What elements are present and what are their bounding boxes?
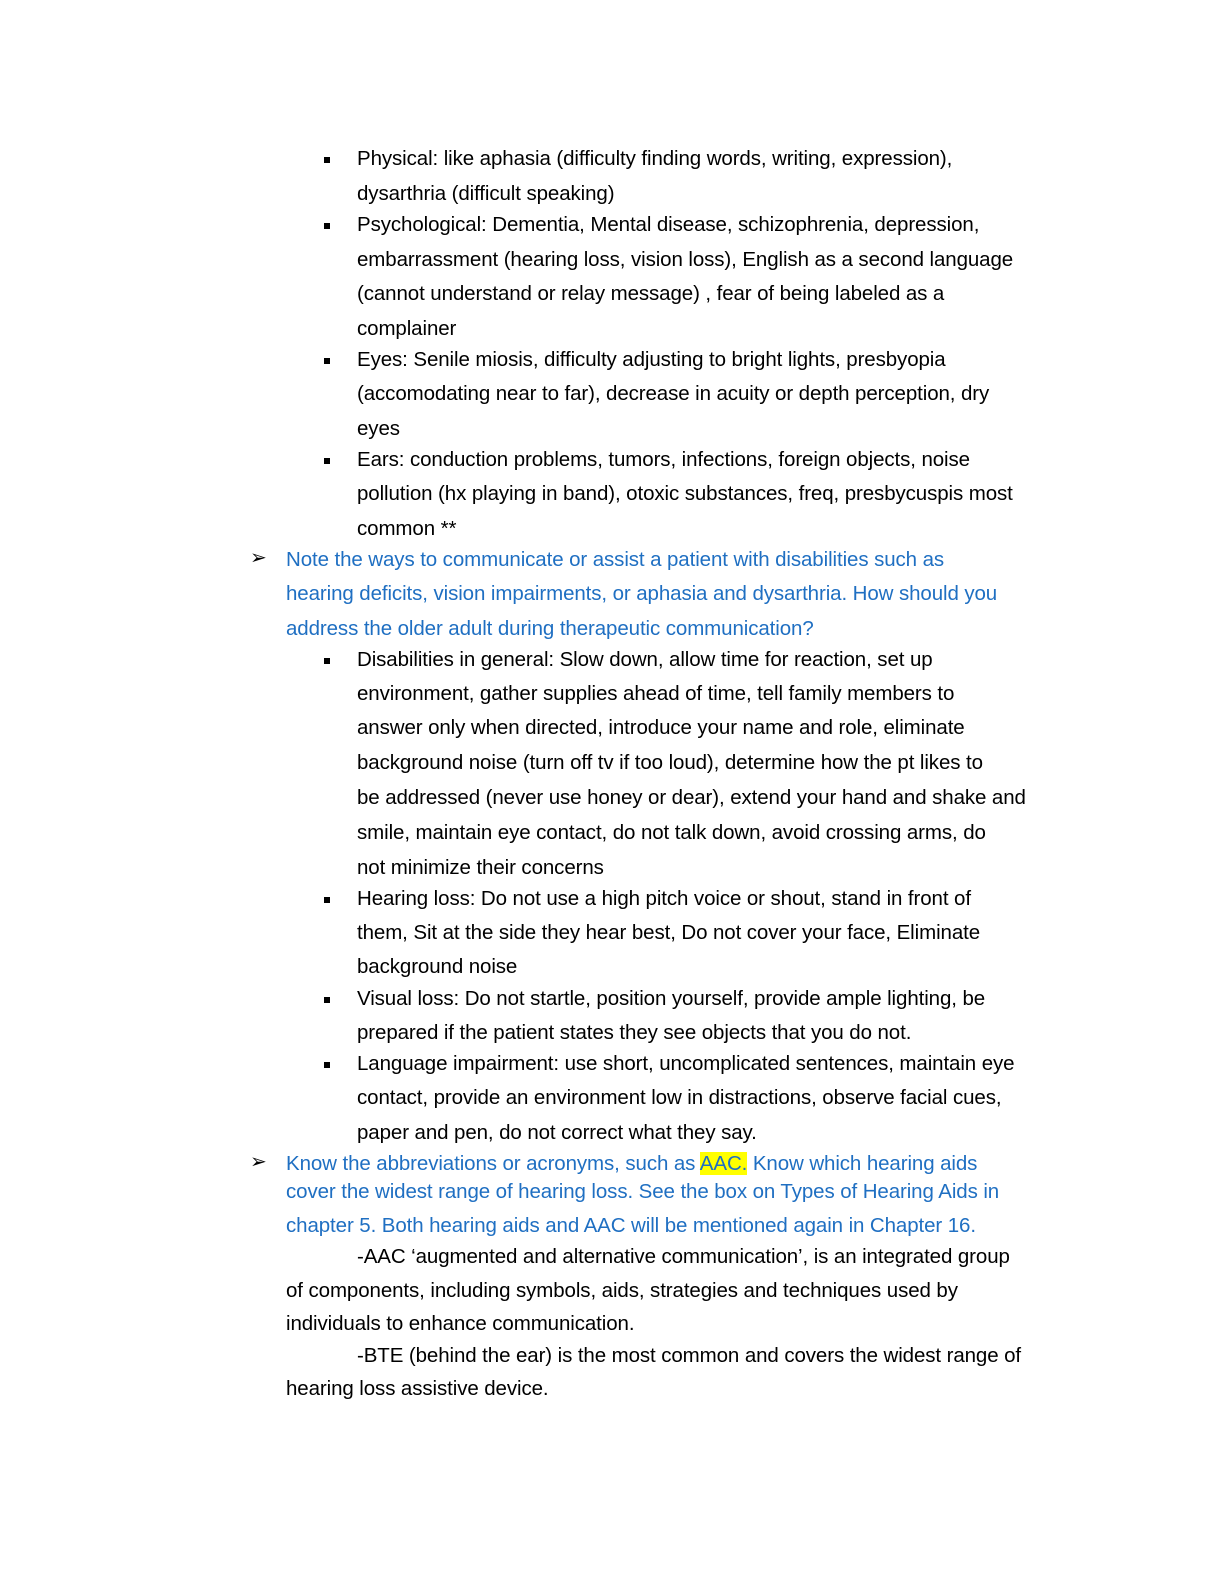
question1-line-2: hearing deficits, vision impairments, or aphasia and dysarthria. How should you — [286, 582, 998, 605]
bullet-square-icon — [324, 1062, 330, 1068]
psychological-line-2: embarrassment (hearing loss, vision loss), English as a second language — [357, 248, 1014, 271]
aac-answer-line-2: of components, including symbols, aids, strategies and techniques used by — [286, 1279, 958, 1302]
psychological-line-4: complainer — [357, 317, 457, 340]
disabilities-line-6: smile, maintain eye contact, do not talk down, avoid crossing arms, do — [357, 821, 986, 844]
ears-line-2: pollution (hx playing in band), otoxic substances, freq, presbycuspis most — [357, 482, 1013, 505]
eyes-line-1: Eyes: Senile miosis, difficulty adjusting to bright lights, presbyopia — [357, 348, 946, 371]
psychological-line-1: Psychological: Dementia, Mental disease, schizophrenia, depression, — [357, 213, 980, 236]
question1-line-1: Note the ways to communicate or assist a patient with disabilities such as — [286, 548, 945, 571]
psychological-line-3: (cannot understand or relay message) , fear of being labeled as a — [357, 282, 945, 305]
hearing-loss-line-1: Hearing loss: Do not use a high pitch voice or shout, stand in front of — [357, 887, 971, 910]
bullet-square-icon — [324, 223, 330, 229]
question1-line-3: address the older adult during therapeutic communication? — [286, 617, 814, 640]
ears-line-3: common ** — [357, 517, 457, 540]
language-line-2: contact, provide an environment low in distractions, observe facial cues, — [357, 1086, 1002, 1109]
aac-answer-line-1: -AAC ‘augmented and alternative communication’, is an integrated group — [357, 1245, 1010, 1268]
eyes-line-2: (accomodating near to far), decrease in acuity or depth perception, dry — [357, 382, 990, 405]
aac-answer-line-3: individuals to enhance communication. — [286, 1312, 635, 1335]
question2-line-3: chapter 5. Both hearing aids and AAC will be mentioned again in Chapter 16. — [286, 1214, 976, 1237]
bte-answer-line-1: -BTE (behind the ear) is the most common and covers the widest range of — [357, 1344, 1022, 1367]
physical-line-1: Physical: like aphasia (difficulty finding words, writing, expression), — [357, 147, 953, 170]
bullet-square-icon — [324, 358, 330, 364]
disabilities-line-7: not minimize their concerns — [357, 856, 604, 879]
bte-answer-line-2: hearing loss assistive device. — [286, 1377, 549, 1400]
ears-line-1: Ears: conduction problems, tumors, infections, foreign objects, noise — [357, 448, 970, 471]
physical-line-2: dysarthria (difficult speaking) — [357, 182, 615, 205]
visual-loss-line-2: prepared if the patient states they see objects that you do not. — [357, 1021, 912, 1044]
question2-text-end: Know which hearing aids — [747, 1152, 978, 1175]
language-line-3: paper and pen, do not correct what they say. — [357, 1121, 757, 1144]
question2-line-1 — [286, 1151, 977, 1177]
bullet-square-icon — [324, 458, 330, 464]
bullet-square-icon — [324, 157, 330, 163]
hearing-loss-line-3: background noise — [357, 955, 518, 978]
aac-highlight: AAC. — [699, 1152, 748, 1175]
disabilities-line-1: Disabilities in general: Slow down, allow time for reaction, set up — [357, 648, 933, 671]
disabilities-line-5: be addressed (never use honey or dear), extend your hand and shake and — [357, 786, 1026, 809]
language-line-1: Language impairment: use short, uncomplicated sentences, maintain eye — [357, 1052, 1015, 1075]
disabilities-line-2: environment, gather supplies ahead of time, tell family members to — [357, 682, 955, 705]
visual-loss-line-1: Visual loss: Do not startle, position yourself, provide ample lighting, be — [357, 987, 986, 1010]
bullet-square-icon — [324, 658, 330, 664]
question2-line-2: cover the widest range of hearing loss. See the box on Types of Hearing Aids in — [286, 1180, 1000, 1203]
disabilities-line-4: background noise (turn off tv if too loud), determine how the pt likes to — [357, 751, 983, 774]
arrow-bullet-icon: ➢ — [250, 1149, 267, 1173]
arrow-bullet-icon: ➢ — [250, 545, 267, 569]
question2-text-start: Know the abbreviations or acronyms, such as — [286, 1152, 700, 1175]
bullet-square-icon — [324, 997, 330, 1003]
bullet-square-icon — [324, 897, 330, 903]
eyes-line-3: eyes — [357, 417, 400, 440]
disabilities-line-3: answer only when directed, introduce your name and role, eliminate — [357, 716, 965, 739]
hearing-loss-line-2: them, Sit at the side they hear best, Do not cover your face, Eliminate — [357, 921, 981, 944]
